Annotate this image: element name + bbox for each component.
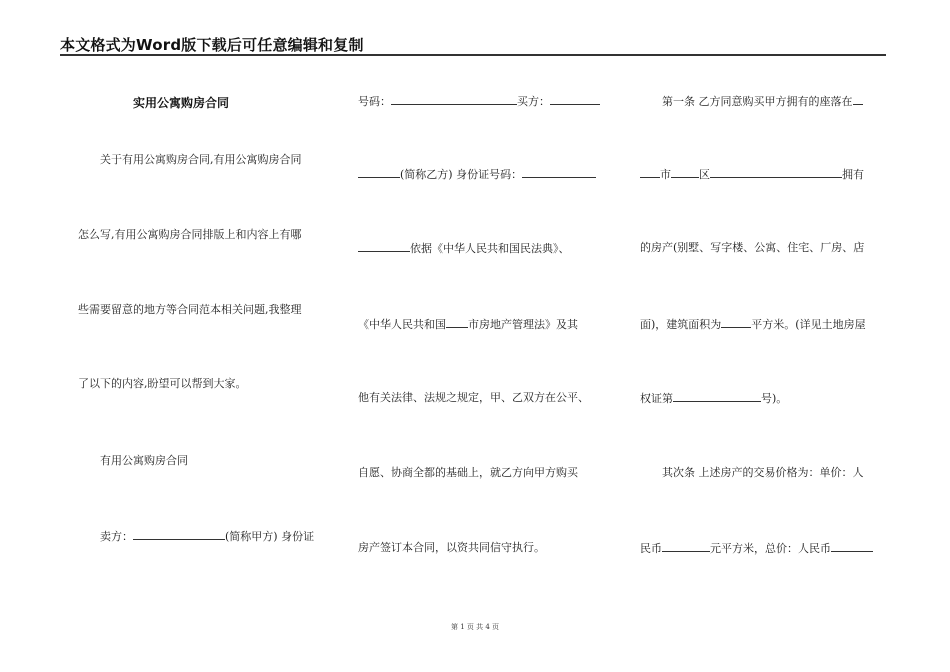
fill-blank: [721, 317, 751, 328]
basis-text: 依据《中华人民共和国民法典》、: [410, 242, 570, 255]
basis-line: [358, 241, 604, 256]
fill-blank: [446, 317, 468, 328]
fill-blank: [358, 167, 400, 178]
fill-blank: [391, 94, 517, 105]
seller-label: 卖方：: [100, 530, 133, 543]
price-mid: 元平方米，总价：人民币: [710, 542, 831, 555]
area-label: 面)，建筑面积为: [640, 318, 722, 331]
page-column-1: [78, 0, 324, 672]
fill-blank: [853, 94, 863, 105]
location-line: [640, 167, 886, 182]
fill-blank: [662, 541, 710, 552]
page-column-2: [358, 0, 604, 672]
law-line: [358, 317, 604, 332]
page-column-3: [640, 0, 886, 672]
buyer-id-label: (简称乙方) 身份证号码：: [400, 168, 523, 181]
law-text-b: 市房地产管理法》及其: [468, 318, 578, 331]
article-1-line: [640, 94, 886, 109]
paragraph-line: 自愿、协商全都的基础上，就乙方向甲方购买: [358, 466, 578, 479]
paragraph-line: 了以下的内容,盼望可以帮到大家。: [78, 377, 247, 390]
id-number-label: 号码：: [358, 95, 391, 108]
district-label: 区: [699, 168, 710, 181]
paragraph-line: 有用公寓购房合同: [100, 454, 188, 467]
seller-line: [78, 529, 324, 544]
city-label: 市: [660, 168, 671, 181]
area-line: [640, 317, 886, 332]
document-banner: 本文格式为Word版下载后可任意编辑和复制: [60, 36, 364, 54]
article-1-text: 第一条 乙方同意购买甲方拥有的座落在: [662, 95, 853, 108]
fill-blank: [640, 167, 660, 178]
fill-blank: [831, 541, 873, 552]
paragraph-line: 房产签订本合同，以资共同信守执行。: [358, 541, 545, 554]
own-label: 拥有: [842, 168, 864, 181]
law-text-a: 《中华人民共和国: [358, 318, 446, 331]
seller-suffix: (简称甲方) 身份证: [225, 530, 315, 543]
price-label: 民币: [640, 542, 662, 555]
fill-blank: [133, 529, 225, 540]
paragraph-line: 关于有用公寓购房合同,有用公寓购房合同: [100, 153, 302, 166]
fill-blank: [358, 241, 410, 252]
fill-blank: [550, 94, 600, 105]
price-line: [640, 541, 886, 556]
page-number: 第 1 页 共 4 页: [450, 623, 500, 631]
id-buyer-line: [358, 94, 604, 109]
paragraph-line: 他有关法律、法规之规定，甲、乙双方在公平、: [358, 391, 589, 404]
paragraph-line: 些需要留意的地方等合同范本相关问题,我整理: [78, 303, 302, 316]
paragraph-line: 其次条 上述房产的交易价格为：单价：人: [662, 466, 864, 479]
fill-blank: [671, 167, 699, 178]
certificate-label: 权证第: [640, 392, 673, 405]
area-suffix: 平方米。(详见土地房屋: [751, 318, 866, 331]
fill-blank: [522, 167, 596, 178]
paragraph-line: 怎么写,有用公寓购房合同排版上和内容上有哪: [78, 228, 302, 241]
document-title: 实用公寓购房合同: [133, 96, 230, 110]
buyer-label: 买方：: [517, 95, 550, 108]
paragraph-line: 的房产(别墅、写字楼、公寓、住宅、厂房、店: [640, 241, 865, 254]
fill-blank: [673, 391, 761, 402]
fill-blank: [710, 167, 842, 178]
buyer-id-line: [358, 167, 604, 182]
certificate-line: [640, 391, 886, 406]
certificate-suffix: 号)。: [761, 392, 788, 405]
